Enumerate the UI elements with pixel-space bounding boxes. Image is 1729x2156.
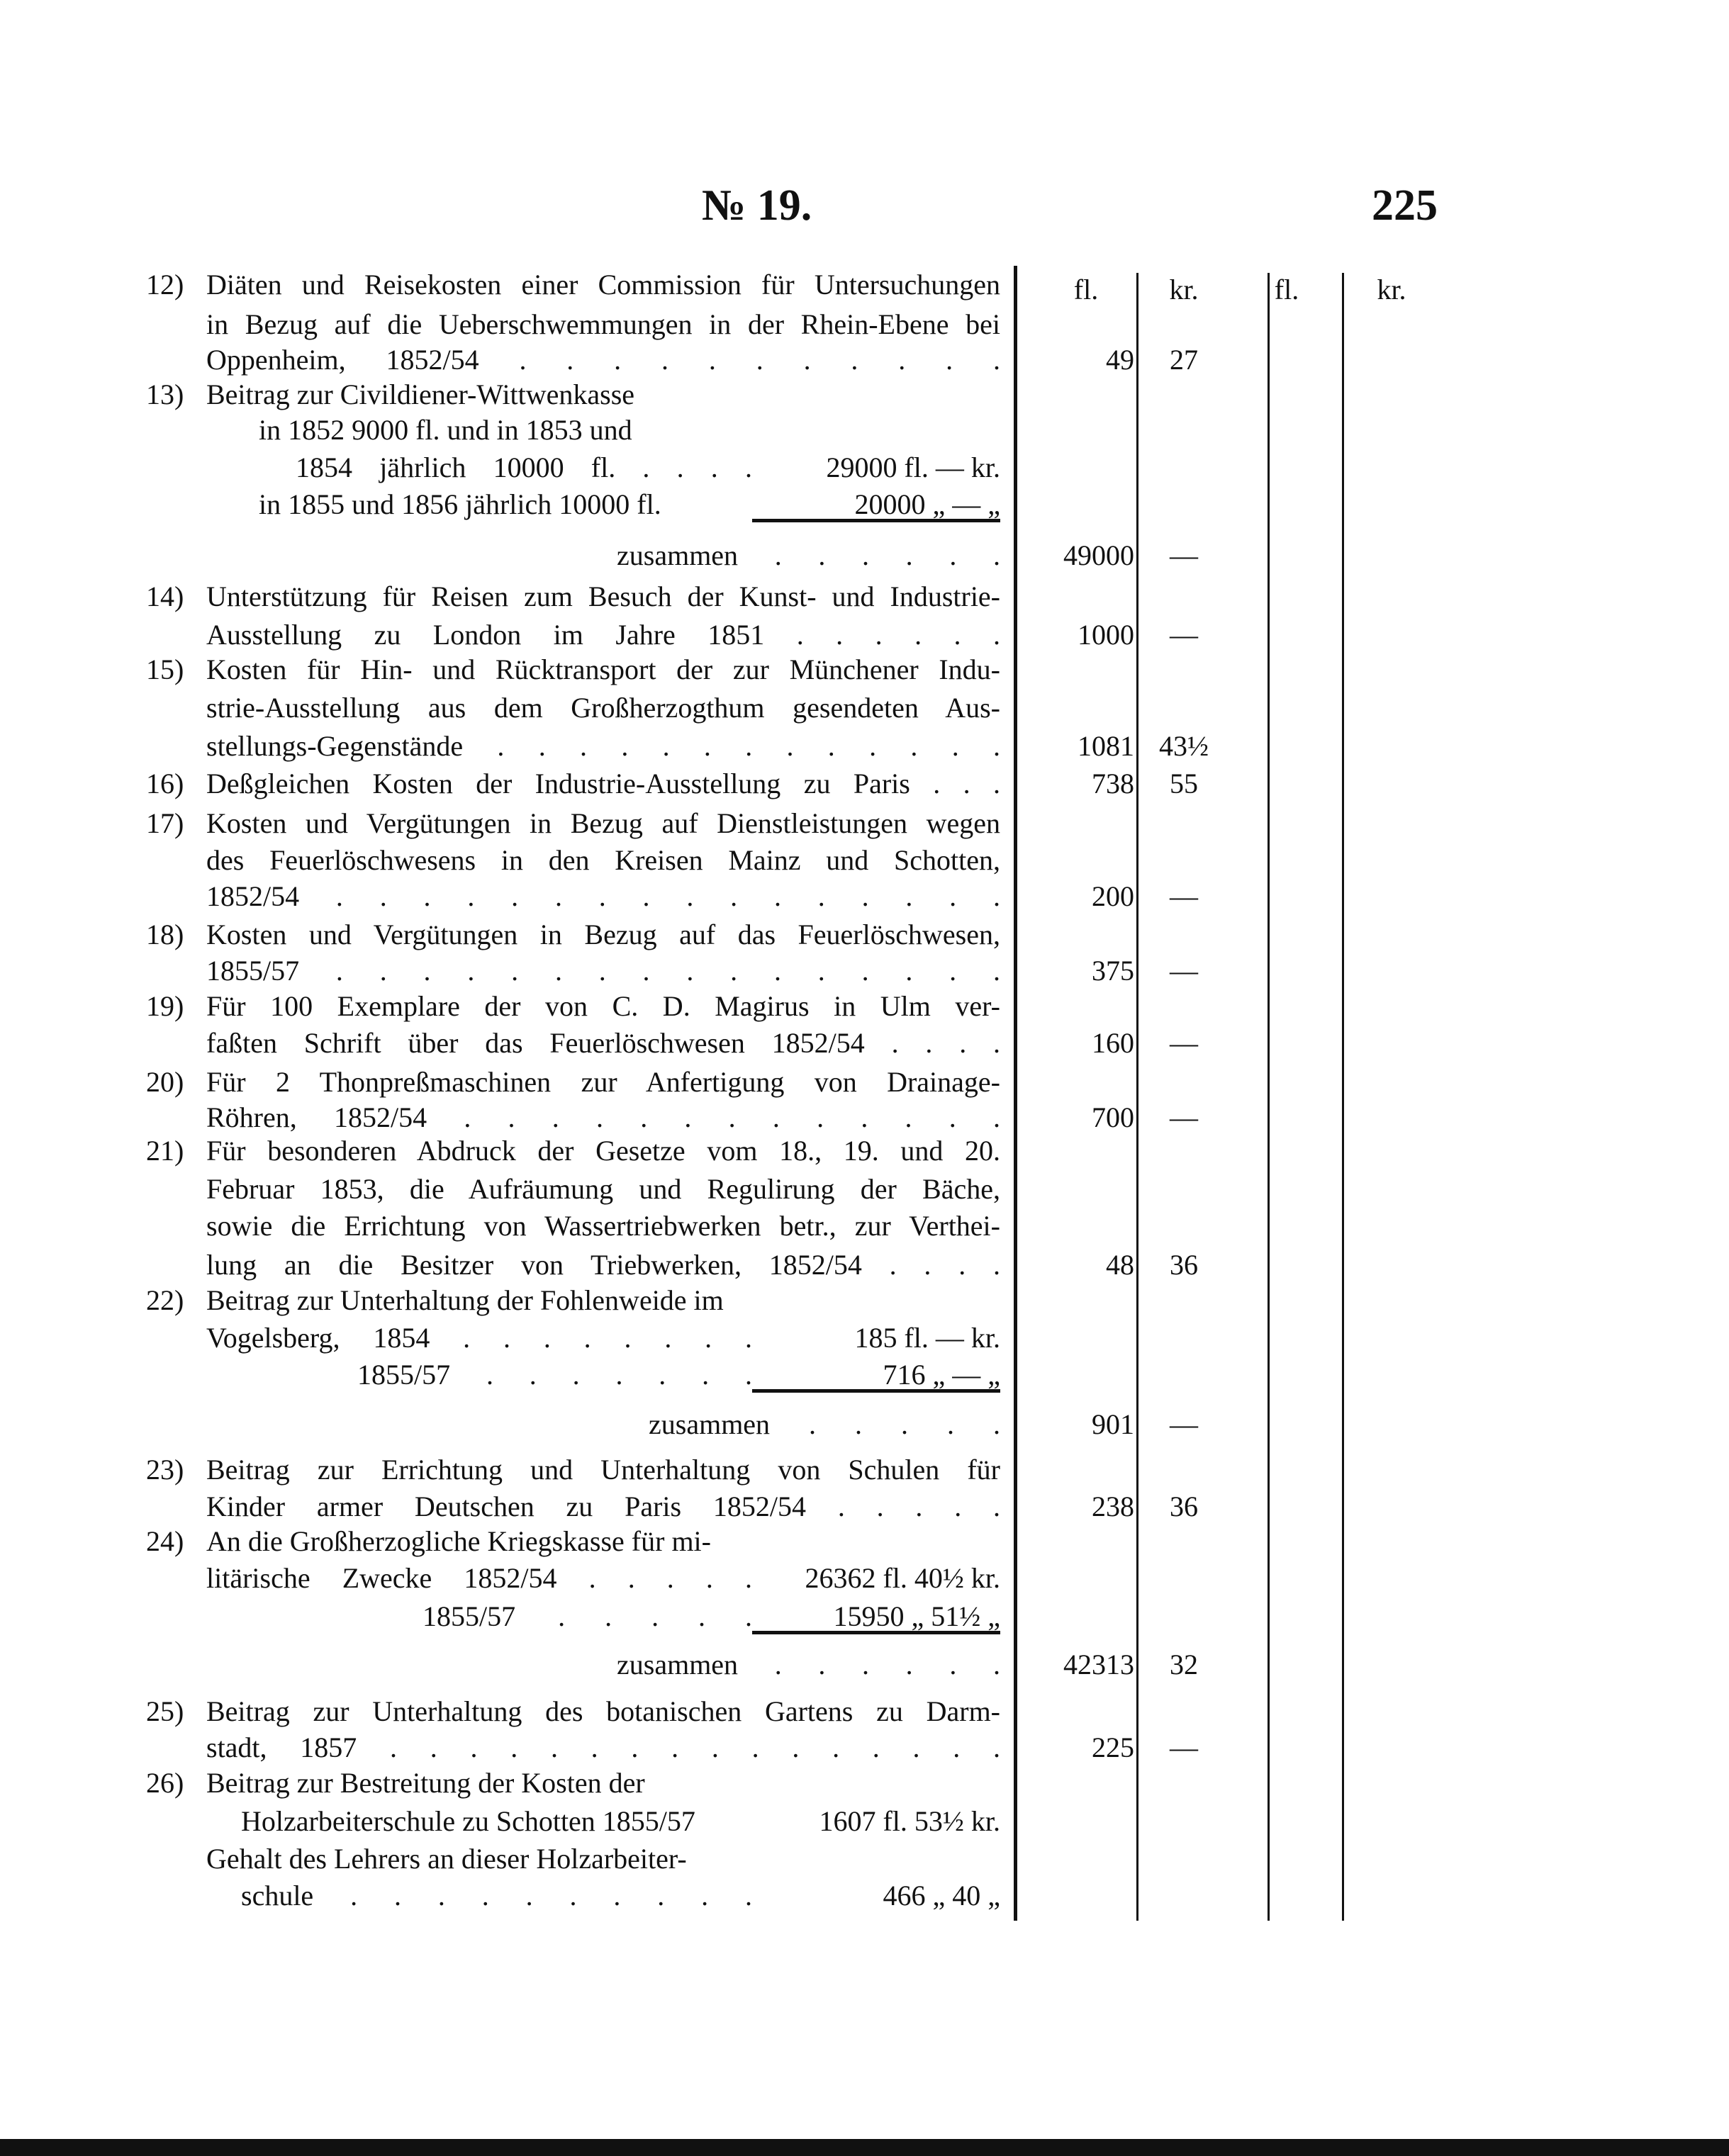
total-label: zusammen . . . . . .: [617, 539, 1000, 571]
text-line: [241, 1804, 1000, 1839]
amount-fl: 49000: [1063, 539, 1134, 571]
text-line: [206, 1172, 1000, 1207]
amount-kr: —: [1170, 539, 1198, 571]
item-number: 17): [146, 807, 184, 839]
text-line: [206, 1694, 1000, 1729]
text-line: [206, 1841, 1000, 1877]
line-text: Kosten für Hin- und Rücktransport der zur Münchener Indu-: [206, 653, 1000, 685]
text-line: [206, 1524, 1000, 1559]
item-number: 25): [146, 1695, 184, 1727]
line-text: Unterstützung für Reisen zum Besuch der Kunst- und Industrie-: [206, 580, 1000, 612]
text-line: [206, 1561, 1000, 1596]
total-line: [649, 1407, 1000, 1442]
line-text: 1855/57 . . . . . . . . . . . . . . . .: [206, 955, 1000, 987]
amount-fl: 901: [1092, 1408, 1134, 1440]
item-number: 16): [146, 768, 184, 799]
line-text: des Feuerlöschwesens in den Kreisen Mainz und Schotten,: [206, 844, 1000, 876]
total-line: [617, 1647, 1000, 1683]
column-rule-main: [1014, 266, 1017, 1921]
text-line: [206, 1489, 1000, 1525]
amount-kr: —: [1170, 1731, 1198, 1763]
amount-kr: 32: [1170, 1649, 1198, 1680]
text-line: [259, 487, 1000, 522]
amount-kr: 43½: [1159, 730, 1209, 762]
line-text: litärische Zwecke 1852/54 . . . . .: [206, 1562, 752, 1594]
text-line: [206, 1283, 1000, 1318]
line-text: 1852/54 . . . . . . . . . . . . . . . .: [206, 880, 1000, 912]
text-line: [206, 1247, 1000, 1283]
line-text: An die Großherzogliche Kriegskasse für mi-: [206, 1525, 711, 1557]
total-label: zusammen . . . . . .: [617, 1649, 1000, 1680]
text-line: [241, 1878, 1000, 1914]
page-number: 225: [1372, 181, 1438, 230]
text-line: [206, 1208, 1000, 1244]
line-text: schule . . . . . . . . . .: [241, 1880, 752, 1911]
item-number: 19): [146, 990, 184, 1022]
sub-amount: 26362 fl. 40½ kr.: [805, 1562, 1000, 1594]
amount-fl: 200: [1092, 880, 1134, 912]
amount-kr: —: [1170, 880, 1198, 912]
line-text: Beitrag zur Errichtung und Unterhaltung von Schulen für: [206, 1454, 1000, 1486]
line-text: Holzarbeiterschule zu Schotten 1855/57: [241, 1805, 695, 1837]
line-text: Ausstellung zu London im Jahre 1851 . . . . . .: [206, 619, 1000, 651]
total-label: zusammen . . . . .: [649, 1408, 1000, 1440]
text-line: [206, 267, 1000, 303]
line-text: stellungs-Gegenstände . . . . . . . . . . . . .: [206, 730, 1000, 762]
text-line: [206, 989, 1000, 1024]
amount-fl: 160: [1092, 1027, 1134, 1059]
item-number: 21): [146, 1135, 184, 1167]
column-rule-kr2: [1342, 273, 1344, 1921]
column-rule-kr: [1136, 273, 1138, 1921]
line-text: 1854 jährlich 10000 fl. . . . .: [296, 451, 752, 483]
amount-fl: 238: [1092, 1490, 1134, 1522]
section-number: № 19.: [702, 181, 812, 230]
column-header-kr: kr.: [1169, 274, 1199, 305]
line-text: Kinder armer Deutschen zu Paris 1852/54 . . . . .: [206, 1490, 1000, 1522]
line-text: Kosten und Vergütungen in Bezug auf Dienstleistungen wegen: [206, 807, 1000, 839]
line-text: stadt, 1857 . . . . . . . . . . . . . . . .: [206, 1731, 1000, 1763]
text-line: [357, 1357, 1000, 1393]
text-line: [206, 307, 1000, 342]
amount-kr: 27: [1170, 344, 1198, 376]
line-text: Beitrag zur Unterhaltung der Fohlenweide im: [206, 1284, 724, 1316]
text-line: [259, 412, 1000, 448]
text-line: [206, 879, 1000, 914]
line-text: Kosten und Vergütungen in Bezug auf das Feuerlöschwesen,: [206, 919, 1000, 950]
amount-kr: 36: [1170, 1249, 1198, 1281]
line-text: sowie die Errichtung von Wassertriebwerken betr., zur Verthei-: [206, 1210, 1000, 1242]
text-line: [206, 1320, 1000, 1356]
column-rule-fl2: [1268, 273, 1270, 1921]
item-number: 23): [146, 1454, 184, 1486]
line-text: Diäten und Reisekosten einer Commission für Untersuchungen: [206, 269, 1000, 301]
amount-fl: 700: [1092, 1101, 1134, 1133]
amount-kr: —: [1170, 1101, 1198, 1133]
column-header-kr-2: kr.: [1377, 274, 1406, 305]
scan-border: [0, 2139, 1729, 2156]
line-text: in 1852 9000 fl. und in 1853 und: [259, 414, 632, 446]
year-label: 1855/57: [423, 1600, 516, 1632]
total-line: [617, 538, 1000, 573]
item-number: 20): [146, 1066, 184, 1098]
line-text: Beitrag zur Bestreitung der Kosten der: [206, 1767, 645, 1799]
line-text: Für 100 Exemplare der von C. D. Magirus in Ulm ver-: [206, 990, 1000, 1022]
sub-amount: 20000 „ — „: [752, 487, 1000, 522]
sub-amount: 15950 „ 51½ „: [752, 1599, 1000, 1634]
amount-fl: 375: [1092, 955, 1134, 987]
sub-amount: 29000 fl. — kr.: [826, 451, 1000, 483]
amount-fl: 1081: [1078, 730, 1134, 762]
line-text: Beitrag zur Civildiener-Wittwenkasse: [206, 378, 635, 410]
amount-fl: 738: [1092, 768, 1134, 799]
text-line: [206, 766, 1000, 802]
item-number: 15): [146, 653, 184, 685]
text-line: [206, 843, 1000, 878]
line-text: Beitrag zur Unterhaltung des botanischen Gartens zu Darm-: [206, 1695, 1000, 1727]
column-header-fl: fl.: [1073, 274, 1099, 305]
text-line: [206, 729, 1000, 764]
text-line: [423, 1599, 1000, 1634]
amount-kr: 55: [1170, 768, 1198, 799]
text-line: [206, 377, 1000, 412]
line-text: Für 2 Thonpreßmaschinen zur Anfertigung von Drainage-: [206, 1066, 1000, 1098]
text-line: [206, 1765, 1000, 1801]
amount-fl: 48: [1106, 1249, 1134, 1281]
item-number: 22): [146, 1284, 184, 1316]
text-line: [206, 652, 1000, 687]
amount-kr: 36: [1170, 1490, 1198, 1522]
text-line: [206, 1100, 1000, 1135]
line-text: Gehalt des Lehrers an dieser Holzarbeiter-: [206, 1843, 687, 1875]
item-number: 18): [146, 919, 184, 950]
column-header-fl-2: fl.: [1274, 274, 1299, 305]
line-text: Röhren, 1852/54 . . . . . . . . . . . . .: [206, 1101, 1000, 1133]
text-line: [206, 806, 1000, 841]
sub-amount: 185 fl. — kr.: [854, 1322, 1000, 1354]
text-line: [206, 617, 1000, 653]
item-number: 12): [146, 269, 184, 301]
text-line: [206, 1730, 1000, 1765]
line-text: 1855/57 . . . . . . .: [357, 1359, 752, 1391]
sub-amount: 716 „ — „: [752, 1357, 1000, 1393]
text-line: [206, 1026, 1000, 1061]
text-line: [206, 1452, 1000, 1488]
amount-kr: —: [1170, 1408, 1198, 1440]
line-text: in 1855 und 1856 jährlich 10000 fl.: [259, 488, 661, 520]
item-number: 26): [146, 1767, 184, 1799]
line-text: Für besonderen Abdruck der Gesetze vom 18., 19. und 20.: [206, 1135, 1000, 1167]
item-number: 13): [146, 378, 184, 410]
text-line: [206, 1133, 1000, 1169]
amount-kr: —: [1170, 619, 1198, 651]
line-text: Oppenheim, 1852/54 . . . . . . . . . . .: [206, 344, 1000, 376]
line-text: Deßgleichen Kosten der Industrie-Ausstellung zu Paris . . .: [206, 768, 1000, 799]
amount-fl: 49: [1106, 344, 1134, 376]
line-text: in Bezug auf die Ueberschwemmungen in der Rhein-Ebene bei: [206, 308, 1000, 340]
amount-kr: —: [1170, 955, 1198, 987]
amount-kr: —: [1170, 1027, 1198, 1059]
text-line: [206, 690, 1000, 726]
text-line: [206, 579, 1000, 614]
text-line: [206, 1065, 1000, 1100]
text-line: [206, 342, 1000, 378]
line-text: Februar 1853, die Aufräumung und Regulirung der Bäche,: [206, 1173, 1000, 1205]
amount-fl: 42313: [1063, 1649, 1134, 1680]
line-text: . . . . .: [558, 1600, 752, 1632]
sub-amount: 466 „ 40 „: [883, 1880, 1000, 1911]
amount-fl: 1000: [1078, 619, 1134, 651]
line-text: strie-Ausstellung aus dem Großherzogthum gesendeten Aus-: [206, 692, 1000, 724]
line-text: lung an die Besitzer von Triebwerken, 1852/54 . . . .: [206, 1249, 1000, 1281]
sub-amount: 1607 fl. 53½ kr.: [819, 1805, 1000, 1837]
line-text: faßten Schrift über das Feuerlöschwesen 1852/54 . . . .: [206, 1027, 1000, 1059]
text-line: [206, 917, 1000, 953]
text-line: [296, 450, 1000, 485]
text-line: [206, 953, 1000, 989]
item-number: 14): [146, 580, 184, 612]
line-text: Vogelsberg, 1854 . . . . . . . .: [206, 1322, 752, 1354]
item-number: 24): [146, 1525, 184, 1557]
amount-fl: 225: [1092, 1731, 1134, 1763]
